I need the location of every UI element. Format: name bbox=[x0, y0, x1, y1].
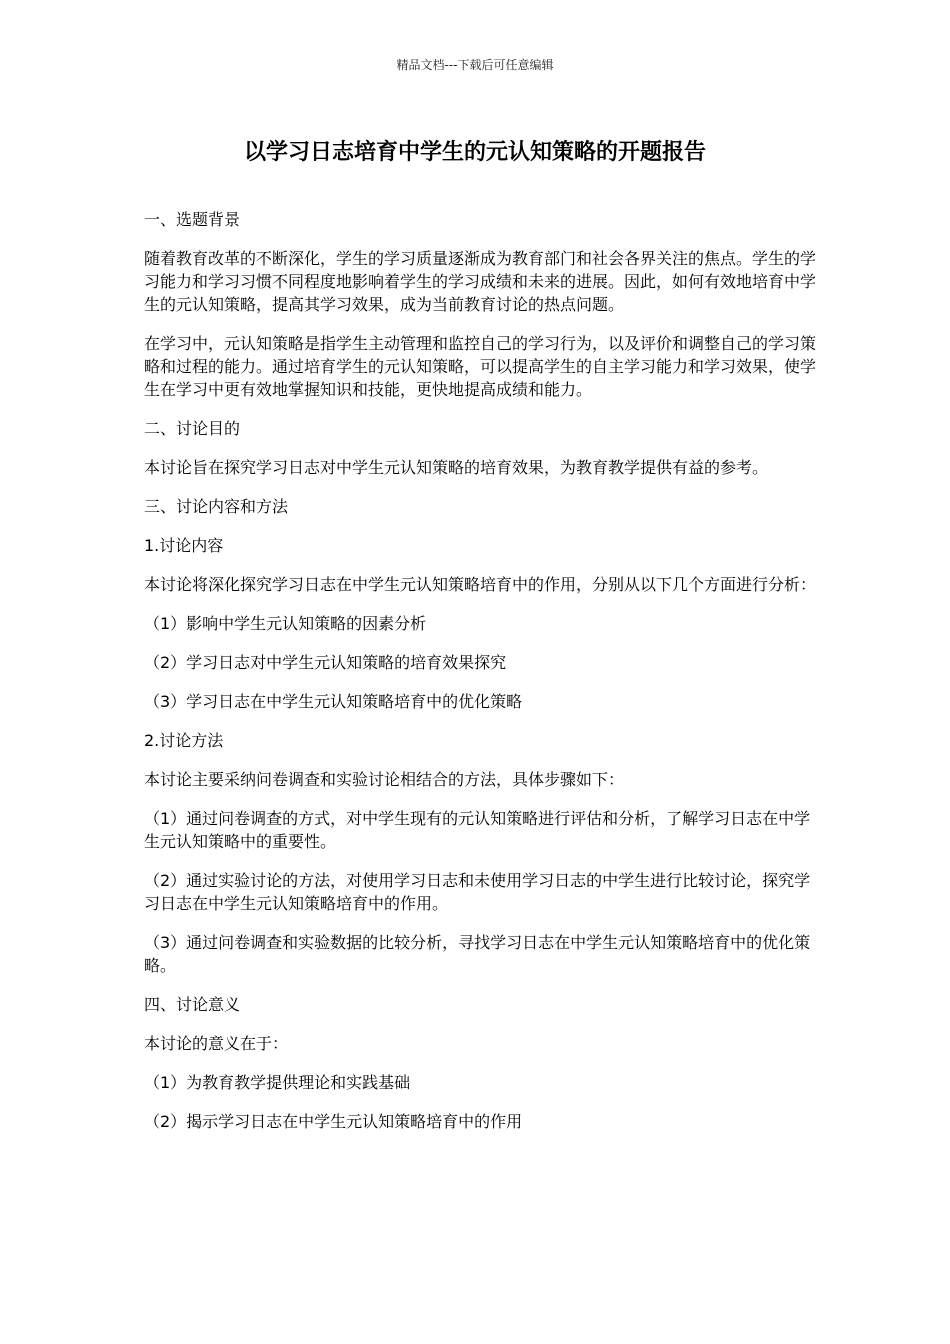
list-item-content-2: （2）学习日志对中学生元认知策略的培育效果探究 bbox=[144, 653, 507, 672]
list-item-method-1: （1）通过问卷调查的方式，对中学生现有的元认知策略进行评估和分析，了解学习日志在中学生元认知策略中的重要性。 bbox=[144, 809, 811, 851]
section-heading-purpose: 二、讨论目的 bbox=[144, 419, 241, 438]
list-item-significance-1: （1）为教育教学提供理论和实践基础 bbox=[144, 1073, 411, 1092]
section-heading-significance: 四、讨论意义 bbox=[144, 995, 241, 1014]
list-item-significance-2: （2）揭示学习日志在中学生元认知策略培育中的作用 bbox=[144, 1112, 523, 1131]
document-title: 以学习日志培育中学生的元认知策略的开题报告 bbox=[243, 140, 706, 165]
list-item-content-3: （3）学习日志在中学生元认知策略培育中的优化策略 bbox=[144, 692, 523, 711]
subheading-content: 1.讨论内容 bbox=[144, 536, 224, 555]
section-heading-background: 一、选题背景 bbox=[144, 210, 241, 229]
list-item-method-3: （3）通过问卷调查和实验数据的比较分析，寻找学习日志在中学生元认知策略培育中的优化策略。 bbox=[144, 933, 811, 975]
list-item-method-2: （2）通过实验讨论的方法，对使用学习日志和未使用学习日志的中学生进行比较讨论，探究学习日志在中学生元认知策略培育中的作用。 bbox=[144, 871, 811, 913]
subheading-method: 2.讨论方法 bbox=[144, 731, 224, 750]
paragraph-background-1: 随着教育改革的不断深化，学生的学习质量逐渐成为教育部门和社会各界关注的焦点。学生的学习能力和学习习惯不同程度地影响着学生的学习成绩和未来的进展。因此，如何有效地培育中学生的元认知策略，提高其学习效果，成为当前教育讨论的热点问题。 bbox=[144, 249, 817, 314]
paragraph-method-intro: 本讨论主要采纳问卷调查和实验讨论相结合的方法，具体步骤如下： bbox=[144, 770, 625, 789]
paragraph-content-intro: 本讨论将深化探究学习日志在中学生元认知策略培育中的作用，分别从以下几个方面进行分析： bbox=[144, 575, 817, 594]
paragraph-background-2: 在学习中，元认知策略是指学生主动管理和监控自己的学习行为，以及评价和调整自己的学习策略和过程的能力。通过培育学生的元认知策略，可以提高学生的自主学习能力和学习效果，使学生在学习中更有效地掌握知识和技能，更快地提高成绩和能力。 bbox=[144, 334, 817, 399]
header-note: 精品文档---下载后可任意编辑 bbox=[396, 58, 554, 72]
document-body bbox=[144, 208, 816, 1149]
paragraph-significance-intro: 本讨论的意义在于： bbox=[144, 1034, 289, 1053]
section-heading-content-method: 三、讨论内容和方法 bbox=[144, 497, 289, 516]
list-item-content-1: （1）影响中学生元认知策略的因素分析 bbox=[144, 614, 427, 633]
paragraph-purpose: 本讨论旨在探究学习日志对中学生元认知策略的培育效果，为教育教学提供有益的参考。 bbox=[144, 458, 769, 477]
